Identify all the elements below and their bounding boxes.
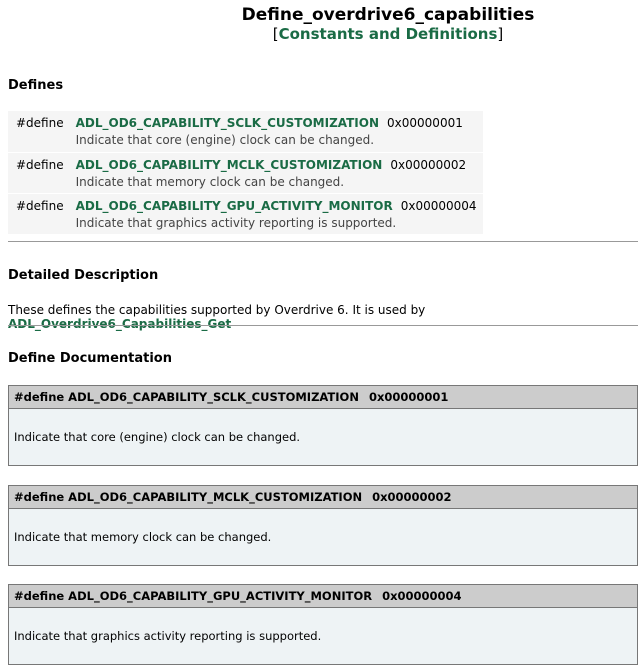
define-doc-name: #define ADL_OD6_CAPABILITY_GPU_ACTIVITY_MONITOR: [14, 589, 373, 603]
define-link-gpu-activity[interactable]: ADL_OD6_CAPABILITY_GPU_ACTIVITY_MONITOR: [75, 198, 393, 213]
define-value: 0x00000001: [387, 116, 463, 130]
define-value: 0x00000004: [400, 198, 477, 213]
define-link-sclk[interactable]: ADL_OD6_CAPABILITY_SCLK_CUSTOMIZATION: [75, 116, 380, 130]
define-doc-value: 0x00000001: [368, 390, 449, 404]
define-keyword: #define: [16, 198, 64, 213]
defines-table: [8, 111, 483, 235]
define-row: [8, 152, 483, 193]
define-keyword: #define: [16, 157, 64, 172]
detailed-description-text: [8, 303, 640, 331]
define-documentation-heading: Define Documentation: [8, 351, 172, 366]
define-doc-header: [9, 386, 637, 409]
breadcrumb: [136, 25, 640, 43]
define-doc-body: Indicate that core (engine) clock can be changed.: [9, 409, 637, 465]
bracket-close: ]: [497, 25, 504, 43]
page-title: Define_overdrive6_capabilities: [241, 5, 535, 25]
define-doc-value: 0x00000004: [382, 589, 462, 603]
define-doc-header: [9, 486, 637, 509]
constants-definitions-link[interactable]: Constants and Definitions: [278, 25, 498, 43]
defines-heading: Defines: [8, 78, 64, 93]
capabilities-get-link[interactable]: ADL_Overdrive6_Capabilities_Get: [8, 317, 232, 331]
define-doc-body: Indicate that graphics activity reporting is supported.: [9, 608, 637, 664]
define-row: [8, 111, 483, 152]
define-description: Indicate that memory clock can be changed.: [75, 174, 345, 189]
define-doc-header: [9, 585, 637, 608]
divider: [8, 325, 638, 326]
detailed-description-heading: Detailed Description: [8, 268, 159, 283]
define-doc-name: #define ADL_OD6_CAPABILITY_SCLK_CUSTOMIZATION: [14, 390, 359, 404]
define-doc-body: Indicate that memory clock can be changed.: [9, 509, 637, 565]
define-keyword: #define: [16, 116, 64, 130]
define-doc-name: #define ADL_OD6_CAPABILITY_MCLK_CUSTOMIZATION: [14, 490, 363, 504]
define-doc-box: [8, 485, 638, 566]
define-doc-box: [8, 584, 638, 665]
define-row: [8, 193, 483, 234]
define-link-mclk[interactable]: ADL_OD6_CAPABILITY_MCLK_CUSTOMIZATION: [75, 157, 383, 172]
define-description: Indicate that core (engine) clock can be changed.: [75, 133, 375, 147]
bracket-open: [: [272, 25, 279, 43]
divider: [8, 241, 638, 242]
define-value: 0x00000002: [390, 157, 467, 172]
page-header: [136, 0, 640, 43]
define-doc-box: [8, 385, 638, 466]
define-description: Indicate that graphics activity reporting is supported.: [75, 215, 397, 230]
description-body: These defines the capabilities supported by Overdrive 6. It is used by: [8, 303, 426, 317]
define-doc-value: 0x00000002: [372, 490, 452, 504]
